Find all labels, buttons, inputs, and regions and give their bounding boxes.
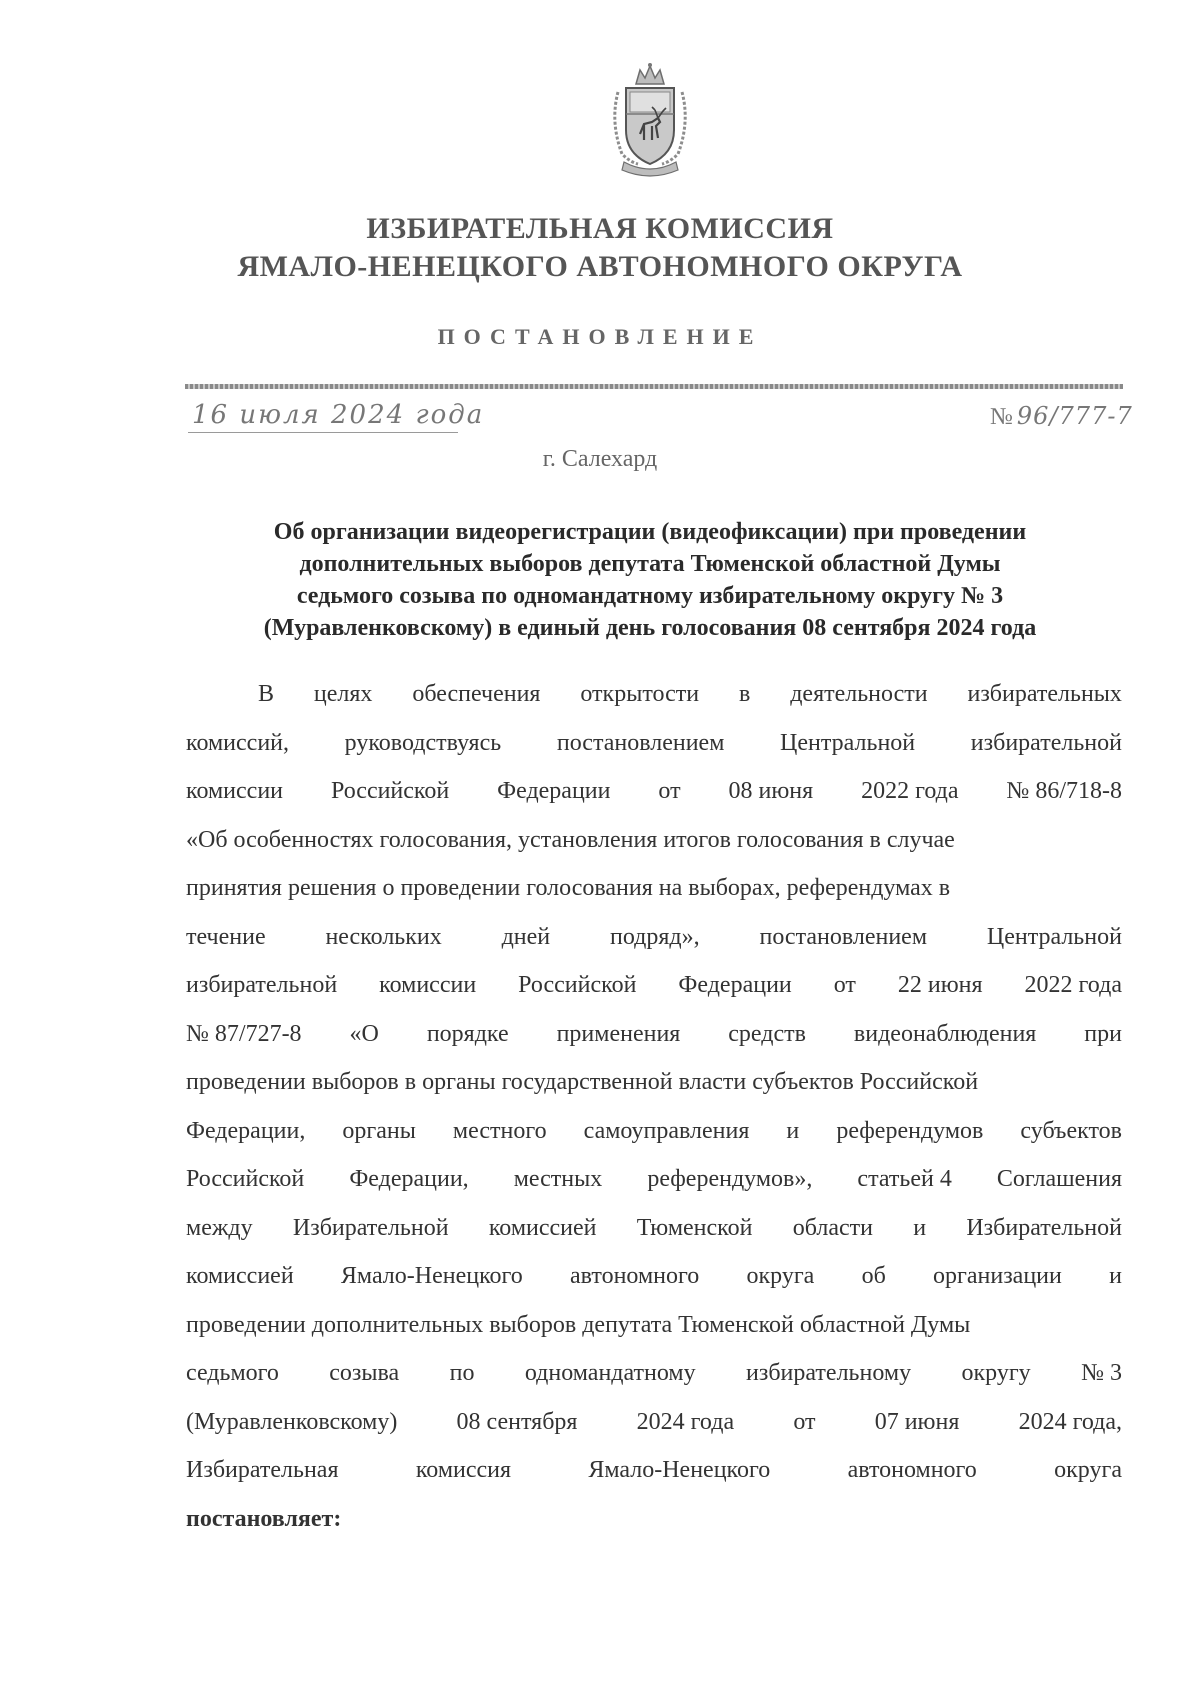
body-word: референдумов», — [647, 1166, 813, 1192]
body-line — [186, 816, 1122, 865]
body-word: по — [449, 1360, 475, 1386]
body-word: субъектов — [1020, 1117, 1122, 1144]
body-word: обеспечения — [412, 681, 541, 707]
body-word: нескольких — [325, 923, 442, 950]
body-word: комиссии — [379, 972, 477, 998]
body-word: проведении дополнительных выборов депутата Тюменской областной Думы — [186, 1311, 971, 1338]
body-word: в — [738, 681, 751, 707]
body-word: автономного — [570, 1263, 700, 1289]
organization-name-line2: ЯМАЛО-НЕНЕЦКОГО АВТОНОМНОГО ОКРУГА — [237, 250, 963, 283]
body-line — [186, 1155, 1122, 1204]
body-word: созыва — [329, 1360, 400, 1386]
body-line — [186, 1107, 1122, 1156]
body-word: «О — [349, 1020, 379, 1047]
title-line: седьмого созыва по одномандатному избирательному округу № 3 — [296, 583, 1004, 609]
body-word: постановлением — [556, 729, 725, 756]
body-word: организации — [933, 1263, 1062, 1289]
header-divider — [185, 384, 1123, 389]
body-line — [186, 1301, 1122, 1350]
body-word: от — [793, 1408, 816, 1435]
body-word: Федерации, — [186, 1117, 306, 1144]
title-line: дополнительных выборов депутата Тюменской областной Думы — [299, 551, 1001, 577]
body-line — [186, 1252, 1122, 1301]
body-word: избирательному — [746, 1360, 912, 1386]
number-value: 96/777-7 — [1016, 402, 1133, 430]
body-word: при — [1084, 1020, 1122, 1047]
body-word: седьмого — [186, 1360, 279, 1386]
body-word: референдумов — [836, 1117, 984, 1144]
body-word: открытости — [580, 681, 700, 707]
body-line — [186, 961, 1122, 1010]
body-word: избирательной — [186, 972, 338, 998]
body-word: (Муравленковскому) — [186, 1408, 398, 1435]
body-word: течение — [186, 923, 266, 950]
body-word: Избирательной — [292, 1214, 449, 1241]
body-word: деятельности — [790, 681, 928, 707]
body-word: комиссией — [186, 1263, 294, 1289]
body-word: одномандатному — [524, 1360, 696, 1386]
date-underline — [188, 432, 458, 433]
body-word: видеонаблюдения — [853, 1020, 1037, 1047]
body-word: 22 июня — [897, 972, 983, 998]
body-word: самоуправления — [583, 1117, 750, 1144]
body-word: Федерации — [497, 778, 611, 804]
body-word: средств — [728, 1020, 806, 1047]
body-closing-line — [186, 1495, 1122, 1544]
body-word: 2024 года, — [1018, 1408, 1122, 1435]
body-word: об — [861, 1263, 886, 1289]
body-word: Центральной — [780, 729, 916, 756]
body-word: комиссии — [186, 778, 284, 804]
body-line — [186, 670, 1122, 719]
body-word: области — [792, 1214, 873, 1241]
document-body — [186, 670, 1122, 1543]
body-word: и — [1109, 1263, 1122, 1289]
body-word: Центральной — [986, 923, 1122, 950]
body-word: комиссий, — [186, 729, 290, 756]
body-word: органы — [342, 1117, 416, 1144]
body-word: от — [658, 778, 681, 804]
title-line: (Муравленковскому) в единый день голосования 08 сентября 2024 года — [263, 615, 1037, 641]
body-word: 07 июня — [874, 1408, 960, 1435]
body-word: В — [258, 681, 275, 707]
body-line — [186, 1398, 1122, 1447]
body-word: 08 июня — [728, 778, 814, 804]
body-word: руководствуясь — [344, 729, 502, 756]
body-word: комиссия — [415, 1457, 512, 1483]
body-word: Избирательной — [966, 1214, 1122, 1241]
body-line — [186, 864, 1122, 913]
body-word: Российской — [330, 778, 450, 804]
body-word: округа — [1054, 1457, 1122, 1483]
body-word: местных — [513, 1166, 603, 1192]
body-word: подряд», — [610, 923, 700, 950]
body-word: Федерации, — [349, 1166, 469, 1192]
title-line: Об организации видеорегистрации (видеофиксации) при проведении — [273, 519, 1027, 545]
body-word: между — [186, 1214, 253, 1241]
body-word: применения — [556, 1020, 681, 1047]
body-word: проведении выборов в органы государственной власти субъектов Российской — [186, 1069, 979, 1095]
body-word: округа — [746, 1263, 815, 1289]
number-prefix: № — [990, 404, 1013, 430]
document-title — [150, 516, 1150, 644]
document-date: 16 июля 2024 года — [192, 400, 485, 430]
body-word: и — [786, 1117, 800, 1144]
body-line — [186, 1204, 1122, 1253]
body-line — [186, 767, 1122, 816]
body-line — [186, 1349, 1122, 1398]
body-word: 08 сентября — [456, 1408, 578, 1435]
body-line — [186, 1058, 1122, 1107]
body-word: постановлением — [759, 923, 928, 950]
body-word: избирательных — [967, 681, 1122, 707]
body-word: 2024 года — [636, 1408, 735, 1435]
coat-of-arms-icon — [608, 62, 692, 178]
body-word: Тюменской — [636, 1214, 753, 1241]
body-line — [186, 1010, 1122, 1059]
body-word: от — [833, 972, 856, 998]
body-word: № 87/727-8 — [186, 1020, 302, 1047]
body-word: дней — [501, 923, 551, 950]
body-word: Ямало-Ненецкого — [340, 1263, 523, 1289]
body-line — [186, 1446, 1122, 1495]
body-line — [186, 913, 1122, 962]
body-word: Федерации — [678, 972, 792, 998]
body-word: «Об особенностях голосования, установления итогов голосования в случае — [186, 826, 955, 853]
body-word: избирательной — [970, 729, 1122, 756]
document-number — [990, 402, 1133, 431]
body-word: Соглашения — [996, 1166, 1122, 1192]
body-word: Избирательная — [186, 1457, 339, 1483]
body-word: № 86/718-8 — [1006, 778, 1122, 804]
resolution-keyword: постановляет: — [186, 1505, 342, 1532]
body-word: 2022 года — [1024, 972, 1122, 998]
body-line — [186, 719, 1122, 768]
body-word: автономного — [847, 1457, 977, 1483]
city-name: г. Салехард — [542, 446, 658, 472]
body-word: Российской — [186, 1166, 305, 1192]
organization-name-line1: ИЗБИРАТЕЛЬНАЯ КОМИССИЯ — [366, 212, 834, 245]
body-word: округу — [961, 1360, 1031, 1386]
body-word: № 3 — [1081, 1360, 1122, 1386]
body-word: принятия решения о проведении голосования на выборах, референдумах в — [186, 875, 951, 901]
body-word: Российской — [518, 972, 637, 998]
body-word: Ямало-Ненецкого — [588, 1457, 771, 1483]
body-word: порядке — [426, 1020, 509, 1047]
body-word: статьей 4 — [857, 1166, 952, 1192]
body-word: и — [913, 1214, 927, 1241]
body-word: местного — [452, 1117, 547, 1144]
body-word: комиссией — [488, 1214, 597, 1241]
document-type: ПОСТАНОВЛЕНИЕ — [437, 324, 763, 349]
body-word: целях — [313, 681, 373, 707]
body-word: 2022 года — [861, 778, 959, 804]
